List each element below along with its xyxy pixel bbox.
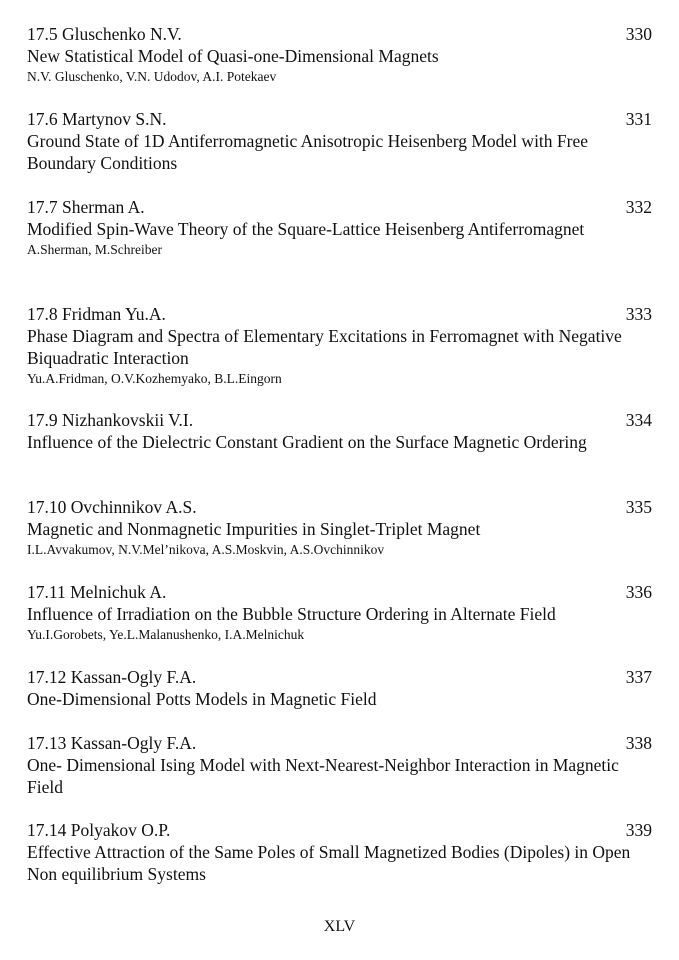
toc-entry-17-8 [27, 303, 652, 387]
entry-heading-line [27, 496, 652, 518]
entry-page-number: 338 [625, 733, 652, 753]
entry-page-number: 339 [625, 820, 652, 840]
entry-heading: 17.11 Melnichuk A. [27, 582, 167, 602]
entry-page-number: 331 [625, 109, 652, 129]
entry-heading-line [27, 409, 652, 431]
entry-page-number: 334 [625, 410, 652, 430]
entry-page-number: 330 [625, 24, 652, 44]
entry-authors: N.V. Gluschenko, V.N. Udodov, A.I. Potekaev [27, 69, 277, 84]
entry-title: Phase Diagram and Spectra of Elementary Excitations in Ferromagnet with Negative Biquadratic Interaction [27, 326, 622, 368]
entry-title: Influence of the Dielectric Constant Gradient on the Surface Magnetic Ordering [27, 432, 587, 452]
entry-authors: Yu.A.Fridman, O.V.Kozhemyako, B.L.Eingorn [27, 371, 282, 386]
entry-title: New Statistical Model of Quasi-one-Dimensional Magnets [27, 46, 439, 66]
entry-page-number: 333 [625, 304, 652, 324]
entry-page-number: 335 [625, 497, 652, 517]
entry-heading-line [27, 108, 652, 130]
page-folio: XLV [323, 918, 356, 935]
entry-heading-line [27, 819, 652, 841]
entry-title: Magnetic and Nonmagnetic Impurities in Singlet-Triplet Magnet [27, 519, 481, 539]
toc-entry-17-6 [27, 108, 652, 174]
toc-entry-17-5 [27, 23, 652, 85]
entry-heading: 17.8 Fridman Yu.A. [27, 304, 166, 324]
entry-authors: A.Sherman, M.Schreiber [27, 242, 162, 257]
toc-entry-17-7 [27, 196, 652, 258]
entry-heading-line [27, 666, 652, 688]
entry-heading: 17.14 Polyakov O.P. [27, 820, 171, 840]
entry-page-number: 337 [625, 667, 652, 687]
entry-heading-line [27, 196, 652, 218]
entry-heading: 17.12 Kassan-Ogly F.A. [27, 667, 197, 687]
entry-title: One- Dimensional Ising Model with Next-Nearest-Neighbor Interaction in Magnetic Field [27, 755, 619, 797]
entry-authors: I.L.Avvakumov, N.V.Mel’nikova, A.S.Moskvin, A.S.Ovchinnikov [27, 542, 385, 557]
toc-entry-17-14 [27, 819, 652, 885]
toc-entry-17-10 [27, 496, 652, 558]
entry-heading: 17.5 Gluschenko N.V. [27, 24, 182, 44]
entry-title: One-Dimensional Potts Models in Magnetic Field [27, 689, 377, 709]
entry-page-number: 336 [625, 582, 652, 602]
entry-heading: 17.10 Ovchinnikov A.S. [27, 497, 197, 517]
entry-title: Effective Attraction of the Same Poles of Small Magnetized Bodies (Dipoles) in Open Non equilibrium Systems [27, 842, 631, 884]
toc-entry-17-13 [27, 732, 652, 798]
entry-heading-line [27, 23, 652, 45]
entry-heading: 17.13 Kassan-Ogly F.A. [27, 733, 197, 753]
entry-heading: 17.7 Sherman A. [27, 197, 145, 217]
entry-heading: 17.6 Martynov S.N. [27, 109, 167, 129]
entry-title: Influence of Irradiation on the Bubble Structure Ordering in Alternate Field [27, 604, 556, 624]
toc-entry-17-9 [27, 409, 652, 453]
entry-authors: Yu.I.Gorobets, Ye.L.Malanushenko, I.A.Melnichuk [27, 627, 305, 642]
entry-page-number: 332 [625, 197, 652, 217]
entry-heading: 17.9 Nizhankovskii V.I. [27, 410, 194, 430]
toc-entry-17-12 [27, 666, 652, 710]
entry-title: Ground State of 1D Antiferromagnetic Anisotropic Heisenberg Model with Free Boundary Conditions [27, 131, 589, 173]
entry-heading-line [27, 581, 652, 603]
toc-entry-17-11 [27, 581, 652, 643]
entry-heading-line [27, 303, 652, 325]
entry-heading-line [27, 732, 652, 754]
entry-title: Modified Spin-Wave Theory of the Square-Lattice Heisenberg Antiferromagnet [27, 219, 585, 239]
